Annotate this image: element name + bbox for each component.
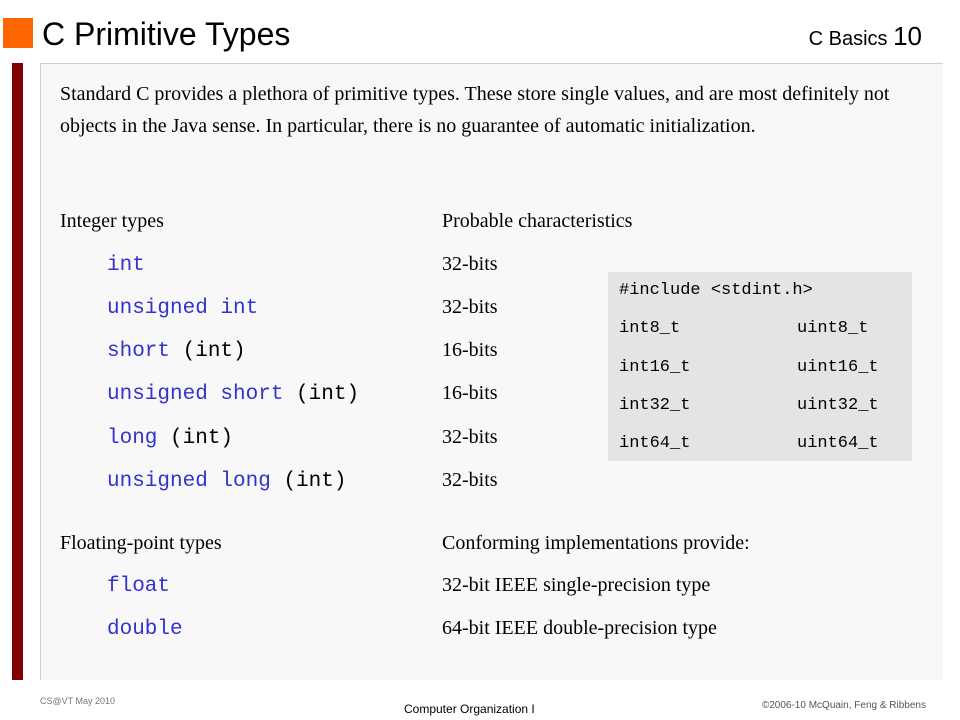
bit-size: 32-bits (442, 426, 498, 448)
type-name: long (107, 427, 171, 450)
footer-date: CS@VT May 2010 (40, 696, 116, 706)
include-directive: #include <stdint.h> (619, 281, 813, 300)
bit-size: 32-bits (442, 253, 498, 275)
probable-characteristics-heading: Probable characteristics (442, 210, 633, 232)
integer-type-row (107, 337, 246, 365)
integer-types-heading: Integer types (60, 210, 164, 232)
unsigned-type: uint32_t (797, 396, 879, 415)
type-name: double (107, 618, 183, 641)
stdint-row (619, 319, 869, 338)
float-type-row (107, 615, 183, 643)
integer-type-row (107, 424, 233, 452)
slide-title: C Primitive Types (42, 16, 291, 52)
type-name: unsigned long (107, 470, 284, 493)
bit-size: 32-bits (442, 469, 498, 491)
integer-type-row (107, 251, 145, 279)
left-accent-bar (12, 63, 23, 680)
stdint-row (619, 358, 879, 377)
stdint-row (619, 396, 879, 415)
title-accent-square (3, 18, 33, 48)
signed-type: int64_t (619, 434, 691, 453)
signed-type: int32_t (619, 396, 691, 415)
bit-size: 32-bits (442, 296, 498, 318)
integer-type-row (107, 467, 346, 495)
type-name: unsigned short (107, 383, 297, 406)
footer-copyright: ©2006-10 McQuain, Feng & Ribbens (761, 700, 926, 711)
unsigned-type: uint8_t (797, 319, 869, 338)
type-paren: (int) (170, 427, 234, 450)
slide-number: 10 (893, 21, 922, 51)
bit-size: 16-bits (442, 339, 498, 361)
signed-type: int16_t (619, 358, 691, 377)
type-name: short (107, 340, 183, 363)
float-description: 64-bit IEEE double-precision type (442, 617, 717, 639)
float-type-row (107, 572, 170, 600)
unsigned-type: uint64_t (797, 434, 879, 453)
type-name: float (107, 575, 171, 598)
float-description: 32-bit IEEE single-precision type (442, 574, 711, 596)
section-label (809, 20, 922, 55)
conforming-heading: Conforming implementations provide: (442, 532, 750, 554)
unsigned-type: uint16_t (797, 358, 879, 377)
intro-paragraph: Standard C provides a plethora of primitive types. These store single values, and are most definitely not objects in the Java sense. In particular, there is no guarantee of automatic initialization. (60, 83, 890, 137)
stdint-row (619, 434, 879, 453)
integer-type-row (107, 380, 359, 408)
signed-type: int8_t (619, 319, 681, 338)
type-name: unsigned int (107, 297, 259, 320)
footer-course: Computer Organization I (404, 702, 535, 716)
section-name: C Basics (808, 28, 888, 50)
bit-size: 16-bits (442, 382, 498, 404)
floating-point-heading: Floating-point types (60, 532, 222, 554)
type-paren: (int) (283, 470, 347, 493)
type-name: int (107, 254, 145, 277)
stdint-code-box (608, 272, 912, 461)
integer-type-row (107, 294, 258, 322)
type-paren: (int) (182, 340, 246, 363)
type-paren: (int) (296, 383, 360, 406)
